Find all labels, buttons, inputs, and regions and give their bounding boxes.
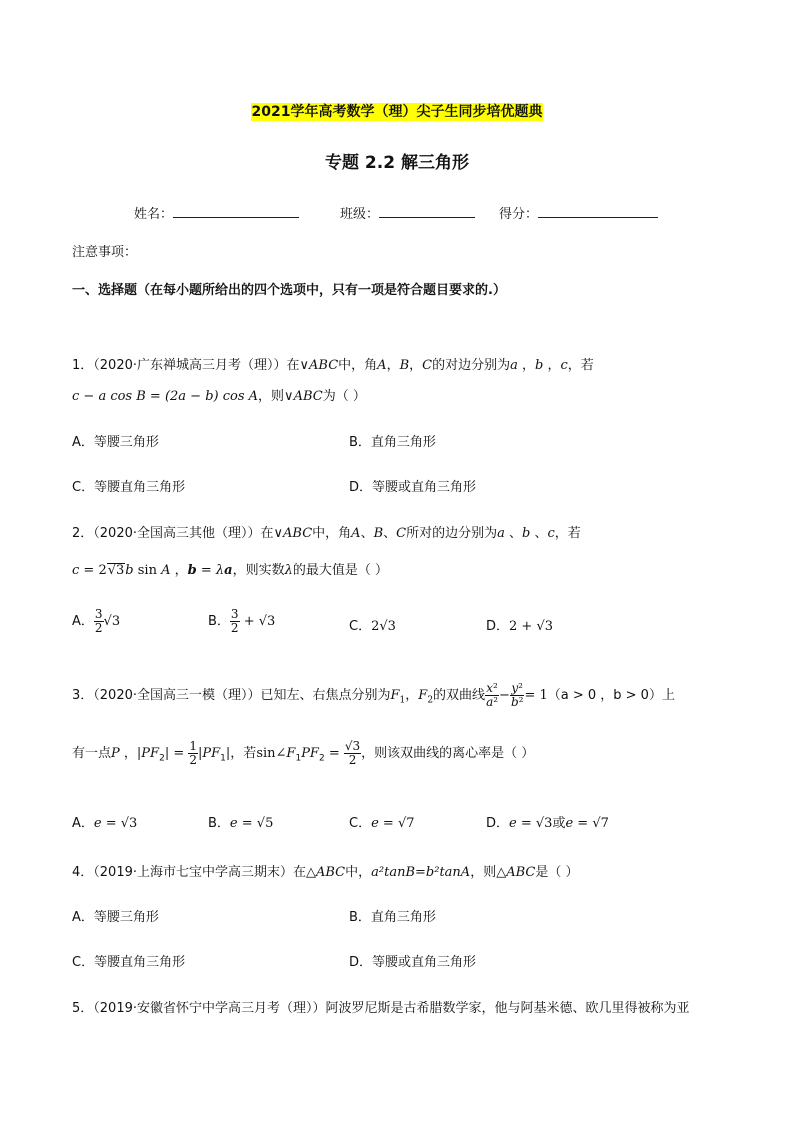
- q3-option-b[interactable]: B．e = √5: [208, 816, 274, 831]
- question-3-line1: 3．（2020·全国高三一模（理））已知左、右焦点分别为$F_1$，$F_2$的双曲线 $\frac{\text{x²}}{\text{a²}}$ − $\frac{\text{y²}}{\text{b²}}$ = 1（a > 0 ，b > 0）上: [72, 681, 675, 709]
- q3-line2-b: ，若: [230, 746, 257, 761]
- q1-equation: c − a cos B = (2a − b) cos A: [72, 389, 259, 404]
- question-2-line2: c = 2√3b sin A ，b = λa，则实数λ的最大值是（ ）: [72, 563, 388, 578]
- q2-option-c[interactable]: C．2√3: [349, 619, 396, 634]
- question-1-line1: 1．（2020·广东禅城高三月考（理））在∨ABC中，角A，B，C的对边分别为a ，b ，c，若: [72, 358, 594, 373]
- q1-option-c[interactable]: C．等腰直角三角形: [72, 480, 186, 495]
- page-title: 专题 2.2 解三角形: [325, 153, 469, 173]
- q3-option-c-label: C．: [349, 816, 372, 831]
- series-header: [0, 101, 794, 121]
- q4-option-d[interactable]: D．等腰或直角三角形: [349, 955, 477, 970]
- q3-source: 3．（2020·全国高三一模（理））已知左、右焦点分别为: [72, 688, 391, 703]
- field-score-label: 得分：: [499, 207, 539, 222]
- q2-option-b[interactable]: B． $\frac{3}{2}$ + √3: [208, 607, 276, 635]
- q1-text-ruo: ，若: [567, 358, 594, 373]
- score-blank[interactable]: [538, 204, 658, 218]
- q1-eq-tail: ，则: [258, 389, 285, 404]
- q2-option-a[interactable]: A． $\frac{3}{2}$ √3: [72, 607, 121, 635]
- series-title: 2021学年高考数学（理）尖子生同步培优题典: [251, 104, 543, 120]
- field-name-label: 姓名：: [134, 207, 174, 222]
- q2-text-mid: 中，角: [312, 526, 352, 541]
- q3-option-a-label: A．: [72, 816, 94, 831]
- q4-source: 4．（2019·上海市七宝中学高三期末）在△: [72, 865, 316, 880]
- q3-text-mid: 的双曲线: [433, 688, 486, 703]
- q3-condition: （a > 0 ，b > 0）上: [547, 688, 675, 703]
- q1-text-tail: 的对边分别为: [432, 358, 511, 373]
- q3-line2-c: ，则该双曲线的离心率是（ ）: [361, 746, 535, 761]
- q3-option-c[interactable]: C．e = √7: [349, 816, 415, 831]
- q4-text-tail: ，则△: [470, 865, 507, 880]
- field-class-label: 班级：: [340, 207, 380, 222]
- q1-text-end: 为（ ）: [322, 389, 366, 404]
- q4-triangle: ABC: [316, 865, 346, 880]
- q1-option-b[interactable]: B．直角三角形: [349, 435, 436, 450]
- q2-text-ruo: ，若: [554, 526, 581, 541]
- class-blank[interactable]: [379, 204, 475, 218]
- q3-option-a[interactable]: A．e = √3: [72, 816, 138, 831]
- q3-option-b-label: B．: [208, 816, 230, 831]
- q4-option-a[interactable]: A．等腰三角形: [72, 910, 159, 925]
- question-3-line2: 有一点P ，$|PF_2|$ = $\frac{1}{2}$ $|PF_1|$，若$\sin\angle F_1PF_2$ = $\frac{√3}{2}$ ，则该双曲线的离心率是（ ）: [72, 739, 535, 767]
- q1-text-mid: 中，角: [338, 358, 378, 373]
- q2-option-a-label: A．: [72, 614, 94, 629]
- q3-option-d-label: D．: [486, 816, 510, 831]
- q1-option-a[interactable]: A．等腰三角形: [72, 435, 159, 450]
- q2-text-end: 的最大值是（ ）: [292, 563, 388, 578]
- q2-option-d[interactable]: D．2 + √3: [486, 619, 553, 634]
- q2-option-d-label: D．: [486, 619, 510, 634]
- q2-eq-tail: ，则实数: [232, 563, 285, 578]
- question-2-line1: 2．（2020·全国高三其他（理））在∨ABC中，角A、B、C所对的边分别为a 、b 、c，若: [72, 526, 581, 541]
- q4-option-c[interactable]: C．等腰直角三角形: [72, 955, 186, 970]
- q1-source: 1．（2020·广东禅城高三月考（理））在: [72, 358, 300, 373]
- question-4-line1: 4．（2019·上海市七宝中学高三期末）在△ABC中，a²tanB=b²tanA，则△ABC是（ ）: [72, 865, 579, 880]
- q2-text-tail: 所对的边分别为: [406, 526, 498, 541]
- q3-line2-a: 有一点: [72, 746, 112, 761]
- question-1-line2: c − a cos B = (2a − b) cos A，则∨ABC为（ ）: [72, 389, 366, 404]
- field-class: [340, 204, 475, 224]
- field-score: [499, 204, 658, 224]
- question-5-line1: 5．（2019·安徽省怀宁中学高三月考（理））阿波罗尼斯是古希腊数学家，他与阿基米德、欧几里得被称为亚: [72, 1001, 690, 1016]
- section-heading: 一、选择题（在每小题所给出的四个选项中，只有一项是符合题目要求的.）: [72, 283, 506, 298]
- field-name: [134, 204, 299, 224]
- q2-source: 2．（2020·全国高三其他（理））在: [72, 526, 274, 541]
- q2-option-b-label: B．: [208, 614, 230, 629]
- q4-text-mid: 中，: [345, 865, 372, 880]
- q1-option-d[interactable]: D．等腰或直角三角形: [349, 480, 477, 495]
- q3-option-d[interactable]: D．e = √3或e = √7: [486, 816, 609, 831]
- q4-equation: a²tanB=b²tanA: [371, 865, 471, 880]
- q3-or: 或: [552, 816, 566, 831]
- q4-text-end: 是（ ）: [535, 865, 579, 880]
- q1-triangle: ABC: [309, 358, 339, 373]
- notice-heading: 注意事项：: [72, 245, 138, 260]
- q4-option-b[interactable]: B．直角三角形: [349, 910, 436, 925]
- q2-option-c-label: C．: [349, 619, 372, 634]
- name-blank[interactable]: [173, 204, 299, 218]
